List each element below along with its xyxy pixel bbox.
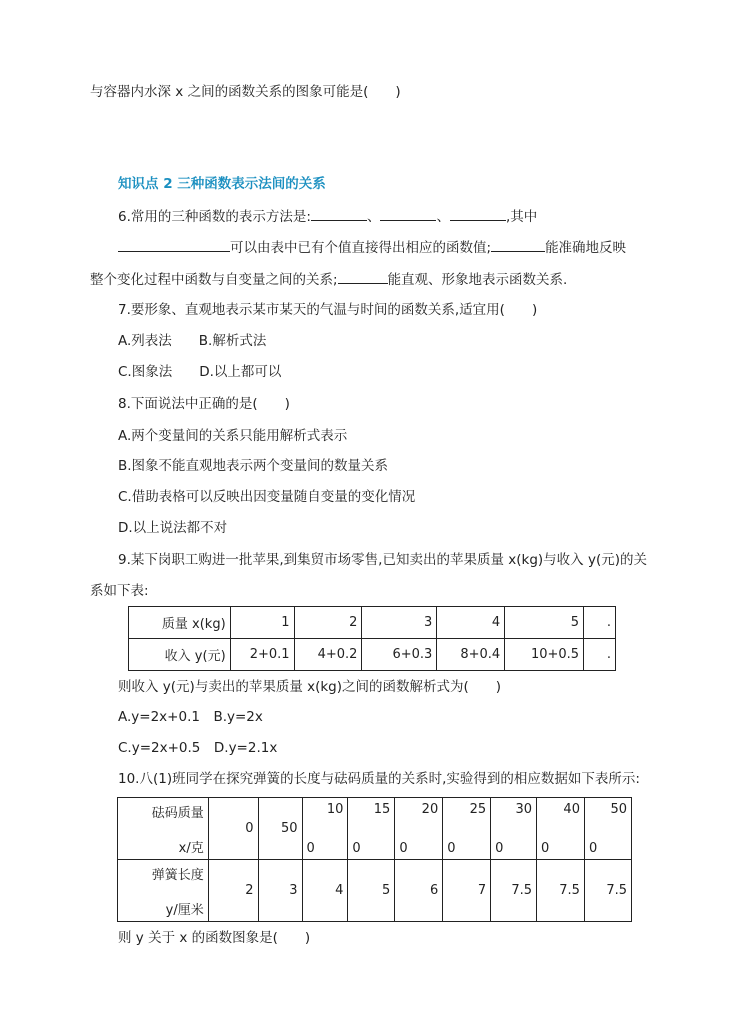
question-10-prompt: 则 y 关于 x 的函数图象是( ) [118, 930, 311, 946]
cell-text: 15 [373, 801, 391, 817]
blank [450, 206, 506, 221]
text: 能直观、形象地表示函数关系. [387, 272, 568, 288]
blank [491, 237, 545, 252]
cell-text: 0 [541, 840, 550, 856]
table-cell: 3 [362, 607, 437, 639]
table-cell: 8+0.4 [437, 639, 505, 671]
table-cell: 4 [302, 860, 348, 922]
question-7: 7.要形象、直观地表示某市某天的气温与时间的函数关系,适宜用( ) [118, 302, 538, 318]
table-row [118, 798, 632, 860]
question-6-line-2 [118, 237, 626, 258]
table-cell: 5 [348, 860, 395, 922]
table-cell [348, 798, 395, 860]
cell-text: 30 [515, 801, 533, 817]
table-cell: 2 [294, 607, 362, 639]
question-9-line-2: 系如下表: [90, 583, 149, 599]
text: 6.常用的三种函数的表示方法是: [118, 209, 311, 225]
cell-text: 0 [447, 840, 456, 856]
table-cell: 7.5 [584, 860, 631, 922]
text-line: 与容器内水深 x 之间的函数关系的图象可能是( ) [90, 84, 401, 100]
cell-text: 0 [352, 840, 361, 856]
table-cell: 50 [258, 798, 302, 860]
table-cell: 2 [208, 860, 258, 922]
table-header-cell [118, 860, 209, 922]
header-text: x/克 [178, 840, 204, 856]
cell-text: 0 [495, 840, 504, 856]
table-cell: 1 [230, 607, 294, 639]
table-cell [302, 798, 348, 860]
blank [118, 237, 230, 252]
section-heading: 知识点 2 三种函数表示法间的关系 [118, 176, 326, 192]
table-cell: . [584, 639, 616, 671]
option-line: A.列表法 B.解析式法 [118, 333, 267, 349]
table-cell: 7 [443, 860, 491, 922]
blank [380, 206, 436, 221]
text: 、 [436, 209, 450, 225]
header-text: 弹簧长度 [151, 867, 204, 883]
spring-table [117, 797, 632, 922]
blank [311, 206, 367, 221]
option-line: A.y=2x+0.1 B.y=2x [118, 709, 263, 725]
question-9-prompt: 则收入 y(元)与卖出的苹果质量 x(kg)之间的函数解析式为( ) [118, 679, 502, 695]
table-cell [537, 798, 585, 860]
question-10: 10.八(1)班同学在探究弹簧的长度与砝码质量的关系时,实验得到的相应数据如下表所示: [118, 771, 640, 787]
cell-text: 10 [326, 801, 344, 817]
cell-text: 0 [399, 840, 408, 856]
table-header-cell [118, 798, 209, 860]
option-line: C.借助表格可以反映出因变量随自变量的变化情况 [118, 489, 416, 505]
text: 整个变化过程中函数与自变量之间的关系; [90, 272, 338, 288]
text: 、 [366, 209, 381, 225]
table-cell: 7.5 [491, 860, 537, 922]
table-cell: 4+0.2 [294, 639, 362, 671]
table-cell: 2+0.1 [230, 639, 294, 671]
option-line: C.图象法 D.以上都可以 [118, 364, 282, 380]
table-cell: 6 [395, 860, 443, 922]
table-cell [584, 798, 631, 860]
text: 可以由表中已有个值直接得出相应的函数值; [230, 240, 492, 256]
table-row [118, 860, 632, 922]
cell-text: 20 [421, 801, 439, 817]
option-line: A.两个变量间的关系只能用解析式表示 [118, 428, 348, 444]
cell-text: 40 [563, 801, 580, 817]
table-cell: 0 [208, 798, 258, 860]
table-cell [443, 798, 491, 860]
cell-text: 0 [306, 840, 315, 856]
option-line: D.以上说法都不对 [118, 520, 228, 536]
header-text: y/厘米 [165, 902, 204, 918]
question-6 [118, 206, 537, 227]
question-6-line-3 [90, 269, 567, 290]
table-cell [395, 798, 443, 860]
text: 能准确地反映 [545, 240, 627, 256]
header-text: 砝码质量 [151, 805, 204, 821]
table-cell: 4 [437, 607, 505, 639]
question-8: 8.下面说法中正确的是( ) [118, 396, 290, 412]
table-cell: 6+0.3 [362, 639, 437, 671]
cell-text: 50 [610, 801, 627, 817]
table-cell: 7.5 [537, 860, 585, 922]
table-row [129, 607, 616, 639]
table-cell: . [584, 607, 616, 639]
table-cell: 质量 x(kg) [129, 607, 231, 639]
option-line: B.图象不能直观地表示两个变量间的数量关系 [118, 458, 389, 474]
table-cell [491, 798, 537, 860]
table-cell: 收入 y(元) [129, 639, 231, 671]
table-cell: 5 [505, 607, 584, 639]
option-line: C.y=2x+0.5 D.y=2.1x [118, 740, 278, 756]
question-9: 9.某下岗职工购进一批苹果,到集贸市场零售,已知卖出的苹果质量 x(kg)与收入 y(元)的关 [118, 552, 647, 568]
cell-text: 25 [469, 801, 487, 817]
apple-table [128, 606, 616, 671]
text: ,其中 [505, 209, 538, 225]
table-cell: 3 [258, 860, 302, 922]
blank [338, 269, 388, 284]
table-row [129, 639, 616, 671]
table-cell: 10+0.5 [505, 639, 584, 671]
cell-text: 0 [588, 840, 598, 856]
